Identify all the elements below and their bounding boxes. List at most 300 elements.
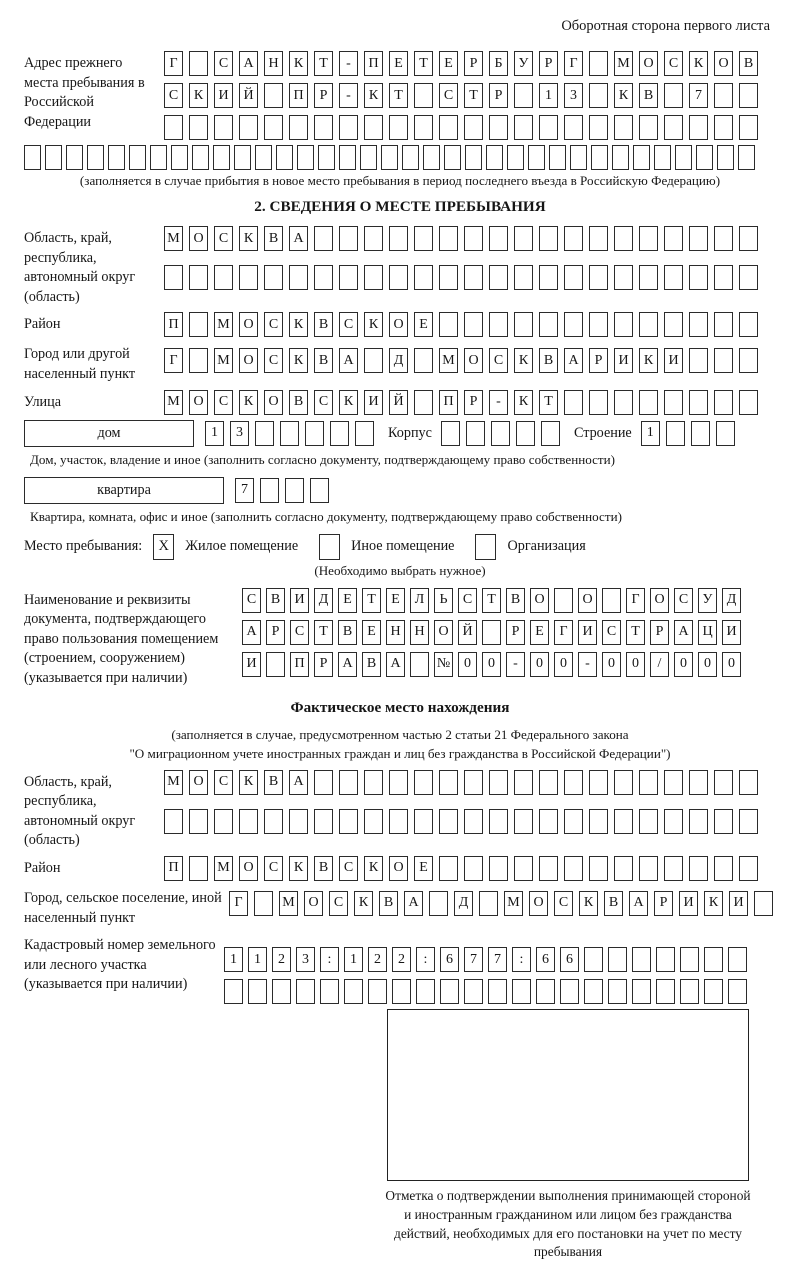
char-box[interactable]: [514, 809, 533, 834]
char-box[interactable]: С: [314, 390, 333, 415]
char-box[interactable]: [439, 770, 458, 795]
char-box[interactable]: [439, 115, 458, 140]
char-box[interactable]: П: [289, 83, 308, 108]
char-box[interactable]: А: [239, 51, 258, 76]
char-box[interactable]: О: [650, 588, 669, 613]
char-box[interactable]: [589, 809, 608, 834]
char-box[interactable]: [297, 145, 314, 170]
document-row-3[interactable]: [242, 652, 741, 677]
char-box[interactable]: А: [338, 652, 357, 677]
char-box[interactable]: С: [664, 51, 683, 76]
char-box[interactable]: В: [314, 856, 333, 881]
char-box[interactable]: [614, 856, 633, 881]
char-box[interactable]: [164, 809, 183, 834]
char-box[interactable]: О: [189, 226, 208, 251]
char-box[interactable]: -: [578, 652, 597, 677]
char-box[interactable]: [489, 770, 508, 795]
char-box[interactable]: И: [242, 652, 261, 677]
char-box[interactable]: М: [164, 390, 183, 415]
char-box[interactable]: [639, 226, 658, 251]
char-box[interactable]: Г: [564, 51, 583, 76]
char-box[interactable]: О: [714, 51, 733, 76]
char-box[interactable]: [704, 947, 723, 972]
char-box[interactable]: [689, 390, 708, 415]
char-box[interactable]: П: [290, 652, 309, 677]
char-box[interactable]: Е: [386, 588, 405, 613]
char-box[interactable]: В: [338, 620, 357, 645]
char-box[interactable]: [614, 809, 633, 834]
char-box[interactable]: [589, 856, 608, 881]
char-box[interactable]: [739, 226, 758, 251]
char-box[interactable]: [364, 226, 383, 251]
char-box[interactable]: О: [578, 588, 597, 613]
char-box[interactable]: [739, 348, 758, 373]
char-box[interactable]: [289, 809, 308, 834]
char-box[interactable]: [414, 226, 433, 251]
char-box[interactable]: [464, 115, 483, 140]
char-box[interactable]: [266, 652, 285, 677]
char-box[interactable]: О: [530, 588, 549, 613]
char-box[interactable]: Г: [554, 620, 573, 645]
actual-district-row[interactable]: [164, 856, 758, 881]
char-box[interactable]: [318, 145, 335, 170]
char-box[interactable]: В: [539, 348, 558, 373]
char-box[interactable]: Г: [229, 891, 248, 916]
char-box[interactable]: С: [554, 891, 573, 916]
char-box[interactable]: О: [529, 891, 548, 916]
char-box[interactable]: И: [290, 588, 309, 613]
char-box[interactable]: [717, 145, 734, 170]
char-box[interactable]: [689, 226, 708, 251]
char-box[interactable]: И: [364, 390, 383, 415]
char-box[interactable]: [255, 145, 272, 170]
char-box[interactable]: 3: [230, 421, 249, 446]
char-box[interactable]: Т: [482, 588, 501, 613]
char-box[interactable]: /: [650, 652, 669, 677]
char-box[interactable]: [440, 979, 459, 1004]
char-box[interactable]: [664, 83, 683, 108]
char-box[interactable]: [714, 312, 733, 337]
char-box[interactable]: В: [289, 390, 308, 415]
char-box[interactable]: М: [504, 891, 523, 916]
char-box[interactable]: [87, 145, 104, 170]
char-box[interactable]: Й: [239, 83, 258, 108]
char-box[interactable]: 1: [539, 83, 558, 108]
char-box[interactable]: [689, 809, 708, 834]
stroenie-cells[interactable]: [641, 421, 735, 446]
char-box[interactable]: [414, 265, 433, 290]
char-box[interactable]: [410, 652, 429, 677]
char-box[interactable]: 3: [296, 947, 315, 972]
char-box[interactable]: [464, 312, 483, 337]
prev-address-row-3[interactable]: [164, 115, 758, 140]
cadastral-row-2[interactable]: [224, 979, 747, 1004]
char-box[interactable]: [491, 421, 510, 446]
char-box[interactable]: [614, 115, 633, 140]
char-box[interactable]: [192, 145, 209, 170]
char-box[interactable]: О: [189, 390, 208, 415]
char-box[interactable]: [489, 856, 508, 881]
char-box[interactable]: Л: [410, 588, 429, 613]
char-box[interactable]: Т: [389, 83, 408, 108]
char-box[interactable]: Р: [266, 620, 285, 645]
char-box[interactable]: К: [239, 770, 258, 795]
char-box[interactable]: [512, 979, 531, 1004]
char-box[interactable]: Е: [439, 51, 458, 76]
char-box[interactable]: [486, 145, 503, 170]
char-box[interactable]: А: [289, 226, 308, 251]
char-box[interactable]: [423, 145, 440, 170]
char-box[interactable]: -: [506, 652, 525, 677]
char-box[interactable]: [541, 421, 560, 446]
char-box[interactable]: [656, 979, 675, 1004]
char-box[interactable]: В: [314, 348, 333, 373]
char-box[interactable]: [514, 226, 533, 251]
char-box[interactable]: С: [242, 588, 261, 613]
char-box[interactable]: -: [339, 51, 358, 76]
district-row[interactable]: [164, 312, 758, 337]
char-box[interactable]: [24, 145, 41, 170]
char-box[interactable]: [664, 226, 683, 251]
char-box[interactable]: [264, 115, 283, 140]
char-box[interactable]: Т: [539, 390, 558, 415]
char-box[interactable]: [339, 145, 356, 170]
char-box[interactable]: [189, 856, 208, 881]
char-box[interactable]: [289, 265, 308, 290]
char-box[interactable]: К: [614, 83, 633, 108]
char-box[interactable]: М: [214, 312, 233, 337]
char-box[interactable]: А: [386, 652, 405, 677]
char-box[interactable]: [614, 390, 633, 415]
prev-address-row-1[interactable]: [164, 51, 758, 76]
char-box[interactable]: О: [389, 312, 408, 337]
char-box[interactable]: [691, 421, 710, 446]
char-box[interactable]: [339, 115, 358, 140]
char-box[interactable]: О: [639, 51, 658, 76]
char-box[interactable]: [536, 979, 555, 1004]
char-box[interactable]: [589, 51, 608, 76]
char-box[interactable]: [389, 226, 408, 251]
char-box[interactable]: [664, 265, 683, 290]
char-box[interactable]: [728, 947, 747, 972]
char-box[interactable]: [664, 390, 683, 415]
char-box[interactable]: А: [404, 891, 423, 916]
char-box[interactable]: [664, 856, 683, 881]
char-box[interactable]: [714, 390, 733, 415]
char-box[interactable]: [714, 226, 733, 251]
char-box[interactable]: [189, 348, 208, 373]
char-box[interactable]: [464, 265, 483, 290]
char-box[interactable]: [439, 856, 458, 881]
region-row-2[interactable]: [164, 265, 758, 290]
char-box[interactable]: Т: [314, 51, 333, 76]
char-box[interactable]: [239, 809, 258, 834]
char-box[interactable]: [272, 979, 291, 1004]
char-box[interactable]: [171, 145, 188, 170]
char-box[interactable]: [564, 770, 583, 795]
char-box[interactable]: А: [339, 348, 358, 373]
char-box[interactable]: В: [506, 588, 525, 613]
char-box[interactable]: Р: [654, 891, 673, 916]
char-box[interactable]: [570, 145, 587, 170]
char-box[interactable]: [639, 856, 658, 881]
char-box[interactable]: [355, 421, 374, 446]
char-box[interactable]: С: [339, 312, 358, 337]
char-box[interactable]: [664, 770, 683, 795]
char-box[interactable]: [264, 265, 283, 290]
char-box[interactable]: К: [514, 390, 533, 415]
char-box[interactable]: -: [339, 83, 358, 108]
char-box[interactable]: [150, 145, 167, 170]
char-box[interactable]: М: [214, 348, 233, 373]
char-box[interactable]: [514, 312, 533, 337]
char-box[interactable]: [614, 265, 633, 290]
char-box[interactable]: [464, 226, 483, 251]
char-box[interactable]: [516, 421, 535, 446]
actual-region-row-2[interactable]: [164, 809, 758, 834]
char-box[interactable]: Р: [539, 51, 558, 76]
char-box[interactable]: [189, 809, 208, 834]
char-box[interactable]: [514, 115, 533, 140]
char-box[interactable]: [189, 51, 208, 76]
checkbox-inoe[interactable]: [319, 534, 340, 560]
char-box[interactable]: [108, 145, 125, 170]
char-box[interactable]: И: [722, 620, 741, 645]
char-box[interactable]: Г: [626, 588, 645, 613]
char-box[interactable]: [591, 145, 608, 170]
char-box[interactable]: [528, 145, 545, 170]
char-box[interactable]: [444, 145, 461, 170]
char-box[interactable]: 0: [554, 652, 573, 677]
char-box[interactable]: А: [674, 620, 693, 645]
char-box[interactable]: [689, 265, 708, 290]
char-box[interactable]: [489, 809, 508, 834]
char-box[interactable]: [608, 979, 627, 1004]
char-box[interactable]: [639, 809, 658, 834]
char-box[interactable]: [360, 145, 377, 170]
char-box[interactable]: 2: [272, 947, 291, 972]
char-box[interactable]: [489, 226, 508, 251]
char-box[interactable]: 7: [464, 947, 483, 972]
char-box[interactable]: [754, 891, 773, 916]
char-box[interactable]: [696, 145, 713, 170]
char-box[interactable]: И: [214, 83, 233, 108]
char-box[interactable]: В: [362, 652, 381, 677]
korpus-cells[interactable]: [441, 421, 560, 446]
char-box[interactable]: Д: [314, 588, 333, 613]
char-box[interactable]: [389, 809, 408, 834]
char-box[interactable]: К: [289, 856, 308, 881]
char-box[interactable]: Р: [314, 83, 333, 108]
char-box[interactable]: [402, 145, 419, 170]
region-row-1[interactable]: [164, 226, 758, 251]
char-box[interactable]: К: [579, 891, 598, 916]
char-box[interactable]: [589, 226, 608, 251]
char-box[interactable]: [689, 312, 708, 337]
char-box[interactable]: [675, 145, 692, 170]
char-box[interactable]: М: [279, 891, 298, 916]
char-box[interactable]: Р: [650, 620, 669, 645]
char-box[interactable]: [488, 979, 507, 1004]
char-box[interactable]: Е: [530, 620, 549, 645]
char-box[interactable]: [514, 265, 533, 290]
char-box[interactable]: К: [364, 83, 383, 108]
char-box[interactable]: Р: [464, 51, 483, 76]
char-box[interactable]: [339, 226, 358, 251]
char-box[interactable]: С: [214, 51, 233, 76]
char-box[interactable]: [368, 979, 387, 1004]
char-box[interactable]: [664, 312, 683, 337]
char-box[interactable]: Д: [454, 891, 473, 916]
char-box[interactable]: С: [214, 390, 233, 415]
char-box[interactable]: Н: [264, 51, 283, 76]
char-box[interactable]: [739, 856, 758, 881]
char-box[interactable]: Г: [164, 348, 183, 373]
char-box[interactable]: [664, 809, 683, 834]
char-box[interactable]: [689, 348, 708, 373]
char-box[interactable]: [280, 421, 299, 446]
char-box[interactable]: 6: [440, 947, 459, 972]
char-box[interactable]: [254, 891, 273, 916]
char-box[interactable]: А: [564, 348, 583, 373]
char-box[interactable]: [589, 770, 608, 795]
char-box[interactable]: Б: [489, 51, 508, 76]
char-box[interactable]: [255, 421, 274, 446]
char-box[interactable]: [554, 588, 573, 613]
char-box[interactable]: [389, 115, 408, 140]
char-box[interactable]: В: [604, 891, 623, 916]
char-box[interactable]: [260, 478, 279, 503]
char-box[interactable]: Е: [414, 312, 433, 337]
char-box[interactable]: [714, 115, 733, 140]
char-box[interactable]: [214, 809, 233, 834]
char-box[interactable]: [482, 620, 501, 645]
char-box[interactable]: У: [698, 588, 717, 613]
char-box[interactable]: Е: [414, 856, 433, 881]
char-box[interactable]: К: [339, 390, 358, 415]
char-box[interactable]: 0: [482, 652, 501, 677]
char-box[interactable]: [45, 145, 62, 170]
char-box[interactable]: 0: [458, 652, 477, 677]
char-box[interactable]: [264, 809, 283, 834]
char-box[interactable]: К: [289, 348, 308, 373]
char-box[interactable]: Т: [626, 620, 645, 645]
char-box[interactable]: О: [239, 312, 258, 337]
char-box[interactable]: [441, 421, 460, 446]
char-box[interactable]: И: [578, 620, 597, 645]
char-box[interactable]: 1: [641, 421, 660, 446]
char-box[interactable]: [680, 947, 699, 972]
char-box[interactable]: [614, 770, 633, 795]
char-box[interactable]: [639, 770, 658, 795]
char-box[interactable]: [560, 979, 579, 1004]
char-box[interactable]: 6: [560, 947, 579, 972]
char-box[interactable]: У: [514, 51, 533, 76]
char-box[interactable]: [489, 312, 508, 337]
char-box[interactable]: Ц: [698, 620, 717, 645]
char-box[interactable]: К: [239, 390, 258, 415]
char-box[interactable]: В: [266, 588, 285, 613]
char-box[interactable]: [314, 770, 333, 795]
char-box[interactable]: А: [289, 770, 308, 795]
char-box[interactable]: [339, 809, 358, 834]
char-box[interactable]: В: [314, 312, 333, 337]
char-box[interactable]: [439, 226, 458, 251]
char-box[interactable]: С: [458, 588, 477, 613]
char-box[interactable]: [584, 947, 603, 972]
char-box[interactable]: [656, 947, 675, 972]
char-box[interactable]: 0: [530, 652, 549, 677]
char-box[interactable]: 1: [205, 421, 224, 446]
char-box[interactable]: 6: [536, 947, 555, 972]
char-box[interactable]: 7: [689, 83, 708, 108]
char-box[interactable]: Р: [589, 348, 608, 373]
char-box[interactable]: [248, 979, 267, 1004]
char-box[interactable]: П: [164, 856, 183, 881]
char-box[interactable]: Т: [464, 83, 483, 108]
char-box[interactable]: [66, 145, 83, 170]
char-box[interactable]: Т: [362, 588, 381, 613]
char-box[interactable]: №: [434, 652, 453, 677]
char-box[interactable]: С: [264, 312, 283, 337]
char-box[interactable]: М: [164, 226, 183, 251]
char-box[interactable]: В: [264, 770, 283, 795]
char-box[interactable]: [539, 770, 558, 795]
char-box[interactable]: 0: [674, 652, 693, 677]
char-box[interactable]: [364, 348, 383, 373]
char-box[interactable]: 1: [224, 947, 243, 972]
char-box[interactable]: [466, 421, 485, 446]
char-box[interactable]: В: [739, 51, 758, 76]
char-box[interactable]: [164, 265, 183, 290]
char-box[interactable]: Е: [389, 51, 408, 76]
char-box[interactable]: [564, 809, 583, 834]
char-box[interactable]: [614, 226, 633, 251]
char-box[interactable]: :: [512, 947, 531, 972]
char-box[interactable]: [314, 809, 333, 834]
char-box[interactable]: [339, 265, 358, 290]
char-box[interactable]: П: [364, 51, 383, 76]
char-box[interactable]: С: [214, 770, 233, 795]
char-box[interactable]: [464, 856, 483, 881]
char-box[interactable]: [714, 856, 733, 881]
char-box[interactable]: Т: [414, 51, 433, 76]
char-box[interactable]: [364, 265, 383, 290]
char-box[interactable]: [639, 115, 658, 140]
char-box[interactable]: О: [464, 348, 483, 373]
char-box[interactable]: О: [239, 348, 258, 373]
char-box[interactable]: Й: [389, 390, 408, 415]
char-box[interactable]: [364, 809, 383, 834]
char-box[interactable]: Й: [458, 620, 477, 645]
apartment-cells[interactable]: [235, 478, 329, 503]
char-box[interactable]: [314, 115, 333, 140]
char-box[interactable]: 1: [248, 947, 267, 972]
char-box[interactable]: [464, 770, 483, 795]
char-box[interactable]: М: [614, 51, 633, 76]
char-box[interactable]: [310, 478, 329, 503]
char-box[interactable]: 1: [344, 947, 363, 972]
char-box[interactable]: [680, 979, 699, 1004]
char-box[interactable]: [739, 265, 758, 290]
char-box[interactable]: Р: [506, 620, 525, 645]
document-row-2[interactable]: [242, 620, 741, 645]
char-box[interactable]: Н: [410, 620, 429, 645]
char-box[interactable]: [602, 588, 621, 613]
char-box[interactable]: П: [439, 390, 458, 415]
char-box[interactable]: К: [364, 856, 383, 881]
char-box[interactable]: М: [214, 856, 233, 881]
